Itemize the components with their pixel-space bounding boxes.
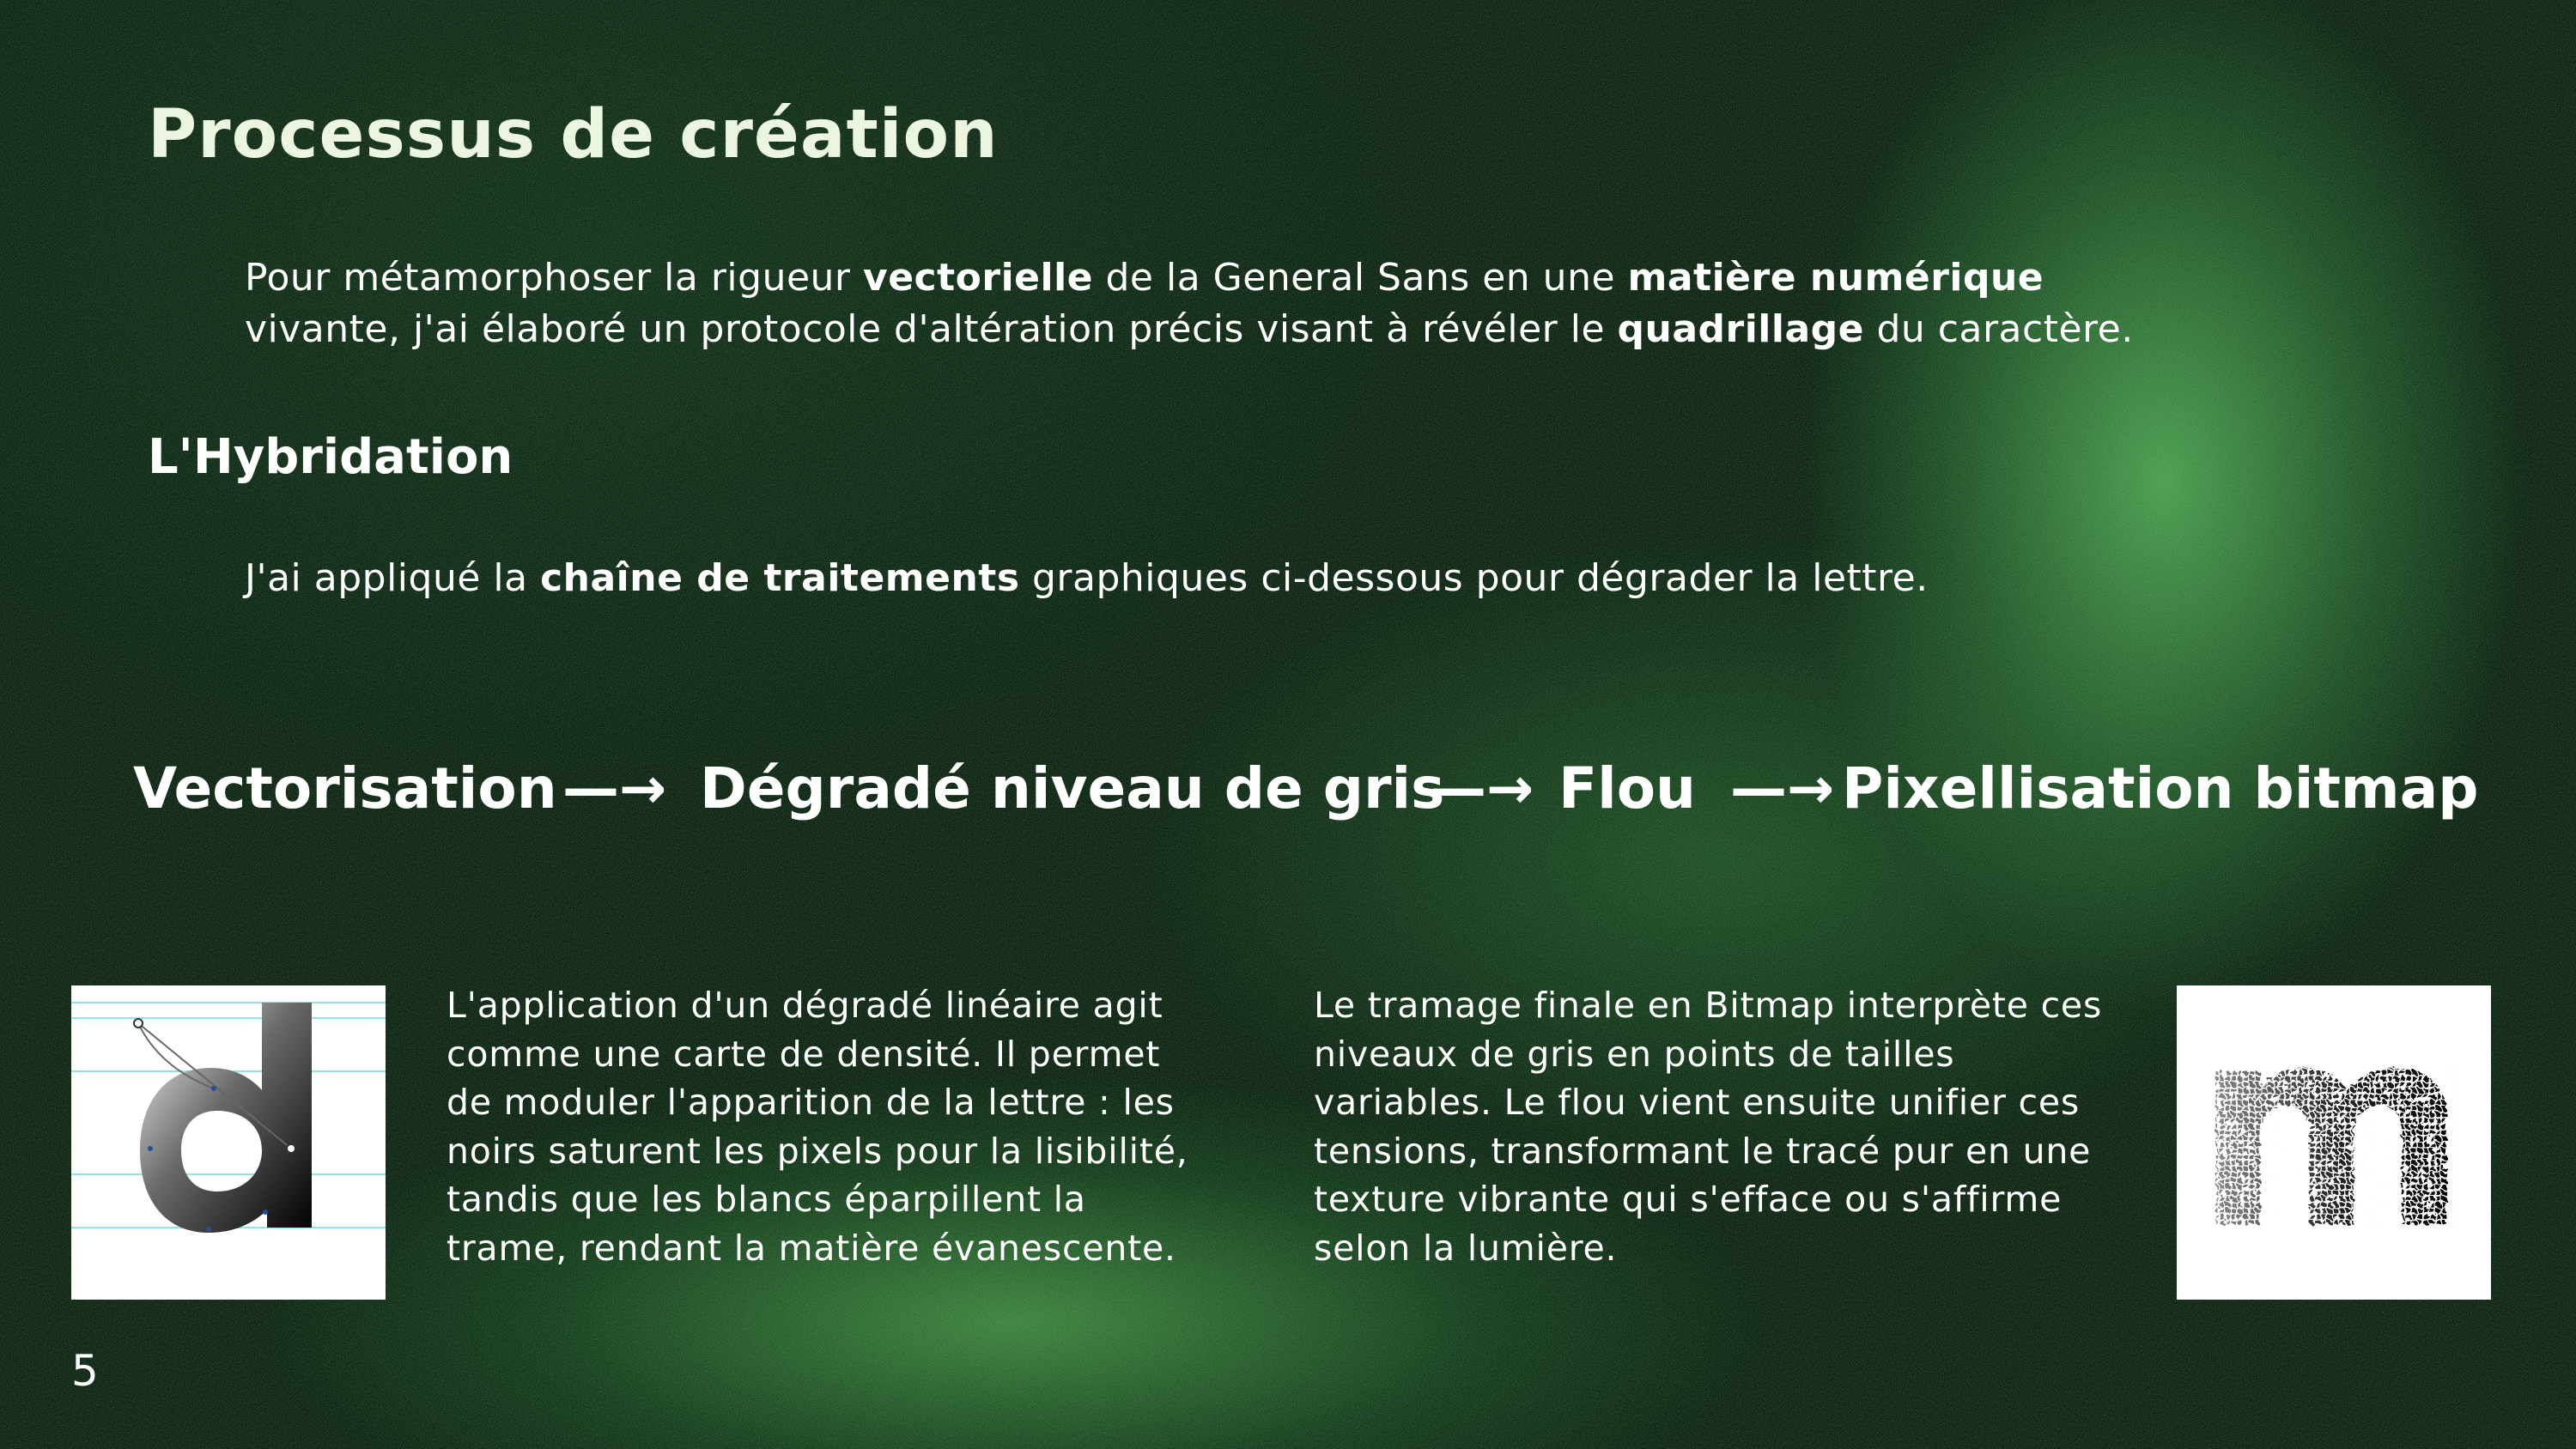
intro-text: Pour métamorphoser la rigueur xyxy=(245,256,864,300)
intro-text: vivante, j'ai élaboré un protocole d'altération précis visant à révéler le xyxy=(245,307,1618,351)
arrow-right-icon: —→ xyxy=(1430,755,1534,822)
paragraph-line: L'application d'un dégradé linéaire agit xyxy=(447,985,1163,1026)
intro-bold-vectorielle: vectorielle xyxy=(863,256,1094,300)
paragraph-line: niveaux de gris en points de tailles xyxy=(1314,1033,1955,1075)
intro-text: de la General Sans en une xyxy=(1093,256,1628,300)
pipeline-step-vectorisation: Vectorisation xyxy=(133,755,557,822)
letter-d-vector-image xyxy=(71,985,386,1300)
intro-text: du caractère. xyxy=(1864,307,2134,351)
pipeline-step-pixellisation: Pixellisation bitmap xyxy=(1842,755,2479,822)
intro-bold-quadrillage: quadrillage xyxy=(1617,307,1864,351)
page-number: 5 xyxy=(71,1346,99,1396)
pipeline-step-degrade: Dégradé niveau de gris xyxy=(700,755,1445,822)
paragraph-line: de moduler l'apparition de la lettre : les xyxy=(447,1082,1175,1123)
paragraph-line: tensions, transformant le tracé pur en une xyxy=(1314,1130,2092,1172)
process-bold: chaîne de traitements xyxy=(540,556,1020,600)
paragraph-line: texture vibrante qui s'efface ou s'affirme xyxy=(1314,1179,2063,1220)
intro-line-2 xyxy=(245,307,2134,351)
pipeline-step-flou: Flou xyxy=(1558,755,1697,822)
arrow-right-icon: —→ xyxy=(1730,755,1835,822)
arrow-right-icon: —→ xyxy=(562,755,667,822)
paragraph-line: variables. Le flou vient ensuite unifier ces xyxy=(1314,1082,2081,1123)
paragraph-line: Le tramage finale en Bitmap interprète ces xyxy=(1314,985,2103,1026)
bitmap-explanation xyxy=(1314,981,2102,1272)
paragraph-line: comme une carte de densité. Il permet xyxy=(447,1033,1161,1075)
process-description xyxy=(245,556,1929,600)
processing-pipeline xyxy=(133,755,2479,833)
paragraph-line: noirs saturent les pixels pour la lisibilité, xyxy=(447,1130,1188,1172)
process-text: J'ai appliqué la xyxy=(245,556,541,600)
letter-m-bitmap-image xyxy=(2177,985,2491,1300)
paragraph-line: selon la lumière. xyxy=(1314,1227,1618,1269)
paragraph-line: trame, rendant la matière évanescente. xyxy=(447,1227,1176,1269)
intro-line-1 xyxy=(245,256,2044,300)
slide-title: Processus de création xyxy=(148,96,999,173)
intro-bold-matiere: matière numérique xyxy=(1627,256,2044,300)
gradient-explanation xyxy=(447,981,1188,1272)
paragraph-line: tandis que les blancs éparpillent la xyxy=(447,1179,1086,1220)
process-text: graphiques ci-dessous pour dégrader la lettre. xyxy=(1019,556,1929,600)
section-subtitle: L'Hybridation xyxy=(148,429,513,485)
